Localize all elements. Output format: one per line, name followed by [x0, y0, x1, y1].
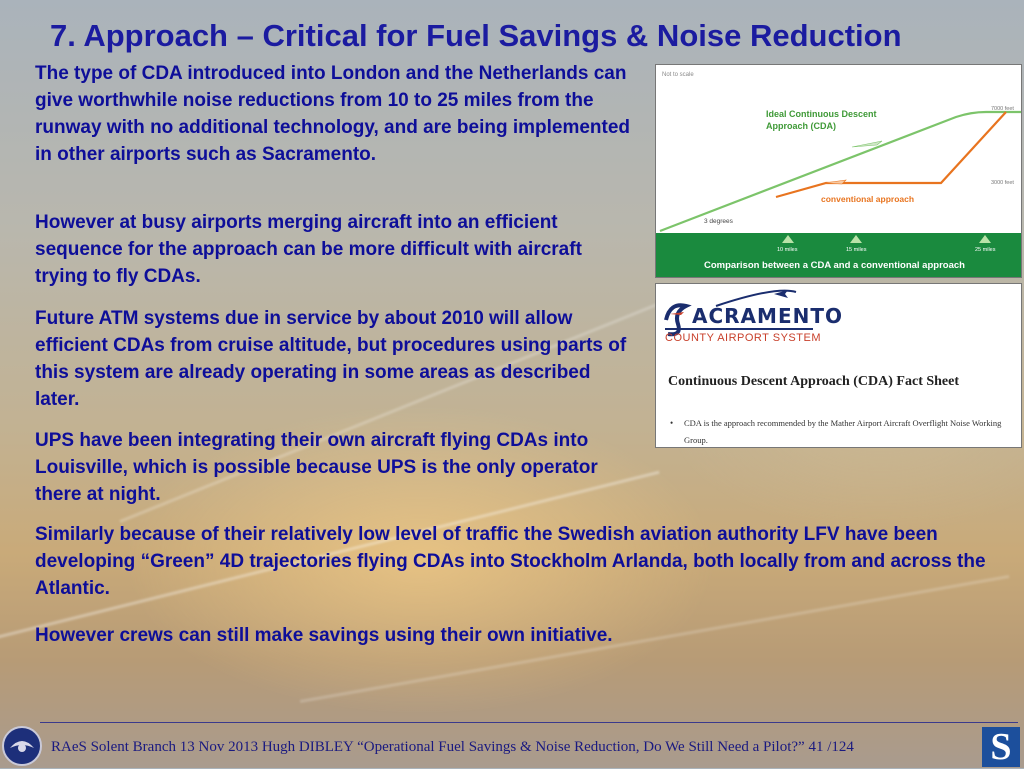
paragraph-swedish-lfv: Similarly because of their relatively low level of traffic the Swedish aviation authority LFV have been developing “Green” 4D trajectories flying CDAs into Stockholm Arlanda, both locally from and across the Atlantic.: [35, 524, 986, 599]
logo-divider: [665, 328, 813, 330]
paragraph-crew-initiative: However crews can still make savings using their own initiative.: [35, 625, 613, 646]
paragraph-busy-airports: However at busy airports merging aircraft into an efficient sequence for the approach can be more difficult with aircraft trying to fly CDAs.: [35, 212, 582, 287]
footer-citation: RAeS Solent Branch 13 Nov 2013 Hugh DIBLEY “Operational Fuel Savings & Noise Reduction, Do We Still Need a Pilot?” 41 /124: [51, 739, 854, 755]
distance-label: 25 miles: [975, 247, 996, 253]
figure-caption: Comparison between a CDA and a conventional approach: [656, 255, 1021, 277]
altitude-high-label: 7000 feet: [991, 106, 1014, 112]
distance-label: 15 miles: [846, 247, 867, 253]
fact-sheet-bullet: [670, 415, 1014, 448]
paragraph-future-atm: Future ATM systems due in service by about 2010 will allow efficient CDAs from cruise altitude, but procedures using parts of this system are already operating in some areas as described later.: [35, 308, 627, 410]
slide-title: 7. Approach – Critical for Fuel Savings & Noise Reduction: [50, 18, 902, 53]
cda-diagram: [656, 65, 1021, 277]
solent-s-logo: S: [982, 727, 1020, 767]
bullet-icon: •: [670, 418, 674, 428]
raes-emblem-icon: [4, 728, 40, 764]
fact-sheet-bullet-text: CDA is the approach recommended by the Mather Airport Aircraft Overflight Noise Working Group.: [684, 418, 1002, 445]
cda-comparison-figure: [655, 64, 1022, 278]
fact-sheet-title: Continuous Descent Approach (CDA) Fact Sheet: [668, 374, 960, 389]
ground-strip: [656, 233, 1021, 255]
ideal-label-line2: Approach (CDA): [766, 121, 836, 131]
logo-subtitle: COUNTY AIRPORT SYSTEM: [665, 332, 821, 344]
altitude-low-label: 3000 feet: [991, 180, 1014, 186]
conventional-label: conventional approach: [821, 194, 915, 204]
footer-divider: [40, 722, 1018, 723]
angle-label: 3 degrees: [704, 218, 733, 225]
distance-label: 10 miles: [777, 247, 798, 253]
logo-wordmark: ACRAMENTO: [692, 304, 843, 328]
ideal-label-line1: Ideal Continuous Descent: [766, 109, 877, 119]
paragraph-ups: UPS have been integrating their own aircraft flying CDAs into Louisville, which is possible because UPS is the only operator there at night.: [35, 430, 598, 505]
sacramento-fact-sheet-image: [655, 283, 1022, 448]
corner-label: Not to scale: [662, 72, 694, 78]
raes-logo-icon: [2, 726, 42, 766]
paragraph-cda-london: The type of CDA introduced into London and the Netherlands can give worthwhile noise reductions from 10 to 25 miles from the runway with no additional technology, and are being implemented in other airports such as Sacramento.: [35, 63, 631, 165]
